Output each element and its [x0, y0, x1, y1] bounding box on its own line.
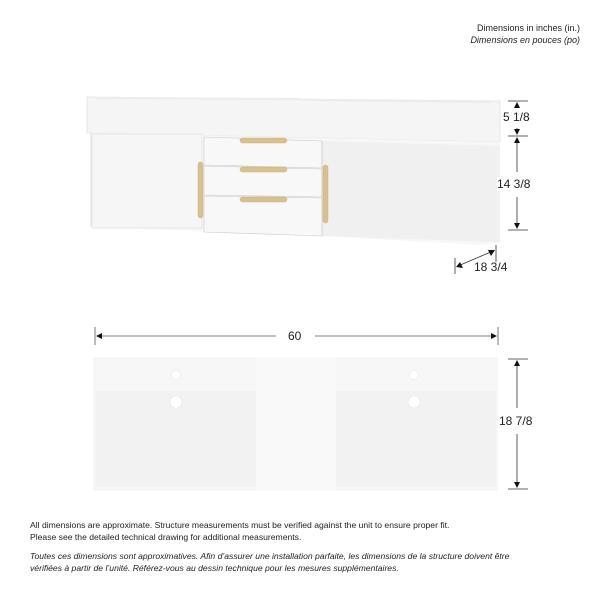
notes-english — [30, 520, 590, 543]
drain-left — [170, 396, 182, 408]
label-top-depth: 18 7/8 — [499, 414, 533, 428]
label-cabinet-height: 14 3/8 — [497, 177, 531, 191]
notes-fr-line1: Toutes ces dimensions sont approximatives. Afin d’assurer une installation parfaite, les dimensions de la structure doivent être — [30, 551, 510, 561]
notes-en-line2: Please see the detailed technical drawing for additional measurements. — [30, 531, 302, 542]
cabinet-body — [90, 133, 500, 245]
label-width: 60 — [288, 329, 302, 343]
notes-french — [30, 551, 590, 574]
notes-fr-line2: vérifiées à partir de l’unité. Référez-vous au dessin technique pour les mesures supplémentaires. — [30, 562, 399, 573]
faucet-hole-left — [172, 371, 181, 380]
label-depth: 18 3/4 — [474, 260, 508, 274]
vanity-top-view — [94, 358, 497, 490]
faucet-hole-right — [410, 371, 419, 380]
units-english: Dimensions in inches (in.) — [476, 23, 580, 33]
units-french: Dimensions en pouces (po) — [470, 35, 580, 45]
disclaimer-notes — [30, 520, 590, 582]
notes-en-line1: All dimensions are approximate. Structure measurements must be verified against the unit to ensure proper fit. — [30, 520, 450, 530]
drain-right — [408, 396, 420, 408]
label-sink-height: 5 1/8 — [503, 110, 530, 124]
